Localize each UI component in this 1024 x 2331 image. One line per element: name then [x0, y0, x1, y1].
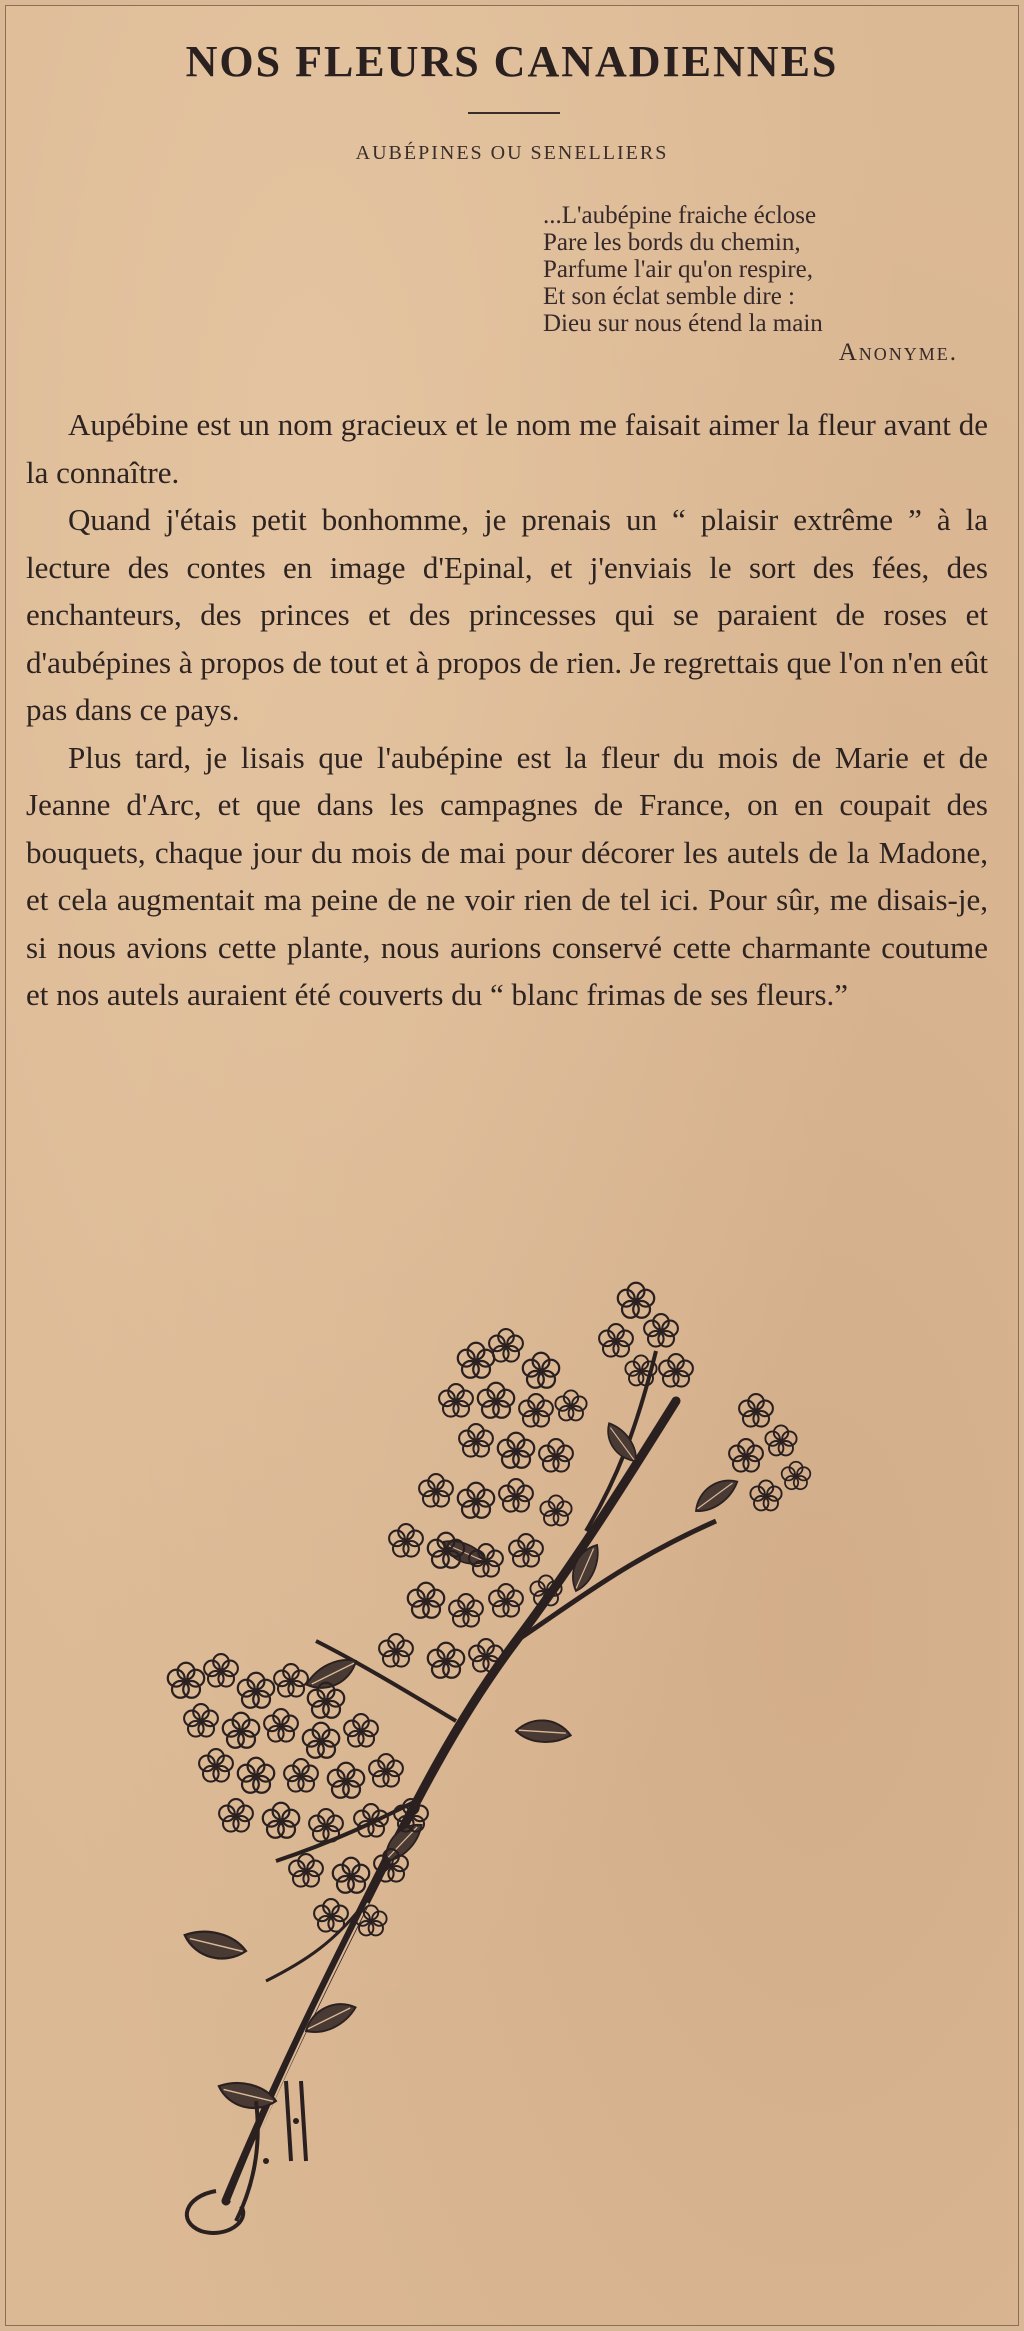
paragraph: Aupébine est un nom gracieux et le nom me faisait aimer la fleur avant de la connaître. — [26, 407, 988, 490]
epigraph-line: Et son éclat semble dire : — [543, 283, 796, 310]
paragraph: Plus tard, je lisais que l'aubépine est la fleur du mois de Marie et de Jeanne d'Arc, et que dans les campagnes de France, on en coupait des bouquets, chaque jour du mois de mai pour décorer les autels de la Madone, et cela augmentait ma peine de ne voir rien de tel ici. Pour sûr, me disais-je, si nous avions cette plante, nous aurions conservé cette charmante coutume et nos autels auraient été couverts du “ blanc frimas de ses fleurs.” — [26, 739, 988, 1012]
blossom-cluster-middle — [379, 1329, 586, 1678]
article-subtitle: AUBÉPINES OU SENELLIERS — [355, 142, 669, 164]
newspaper-page — [5, 5, 1019, 2326]
article-title: NOS FLEURS CANADIENNES — [185, 37, 839, 86]
epigraph-line: ...L'aubépine fraiche éclose — [543, 202, 817, 229]
blossom-cluster-lower — [168, 1654, 428, 1935]
epigraph-line: Parfume l'air qu'on respire, — [543, 256, 814, 283]
article-body — [26, 401, 988, 1019]
title-divider — [468, 112, 560, 114]
epigraph-poem — [543, 202, 983, 366]
epigraph-line: Pare les bords du chemin, — [543, 229, 801, 256]
epigraph-author: Anonyme. — [838, 339, 958, 366]
epigraph-line: Dieu sur nous étend la main — [543, 310, 823, 337]
paragraph: Quand j'étais petit bonhomme, je prenais un “ plaisir extrême ” à la lecture des contes en image d'Epinal, et j'enviais le sort des fées, des enchanteurs, des princes et des princesses qui se paraient de roses et d'aubépines à propos de tout et à propos de rien. Je regrettais que l'on n'en eût pas dans ce pays. — [26, 502, 988, 727]
hawthorn-illustration — [156, 1261, 876, 2261]
